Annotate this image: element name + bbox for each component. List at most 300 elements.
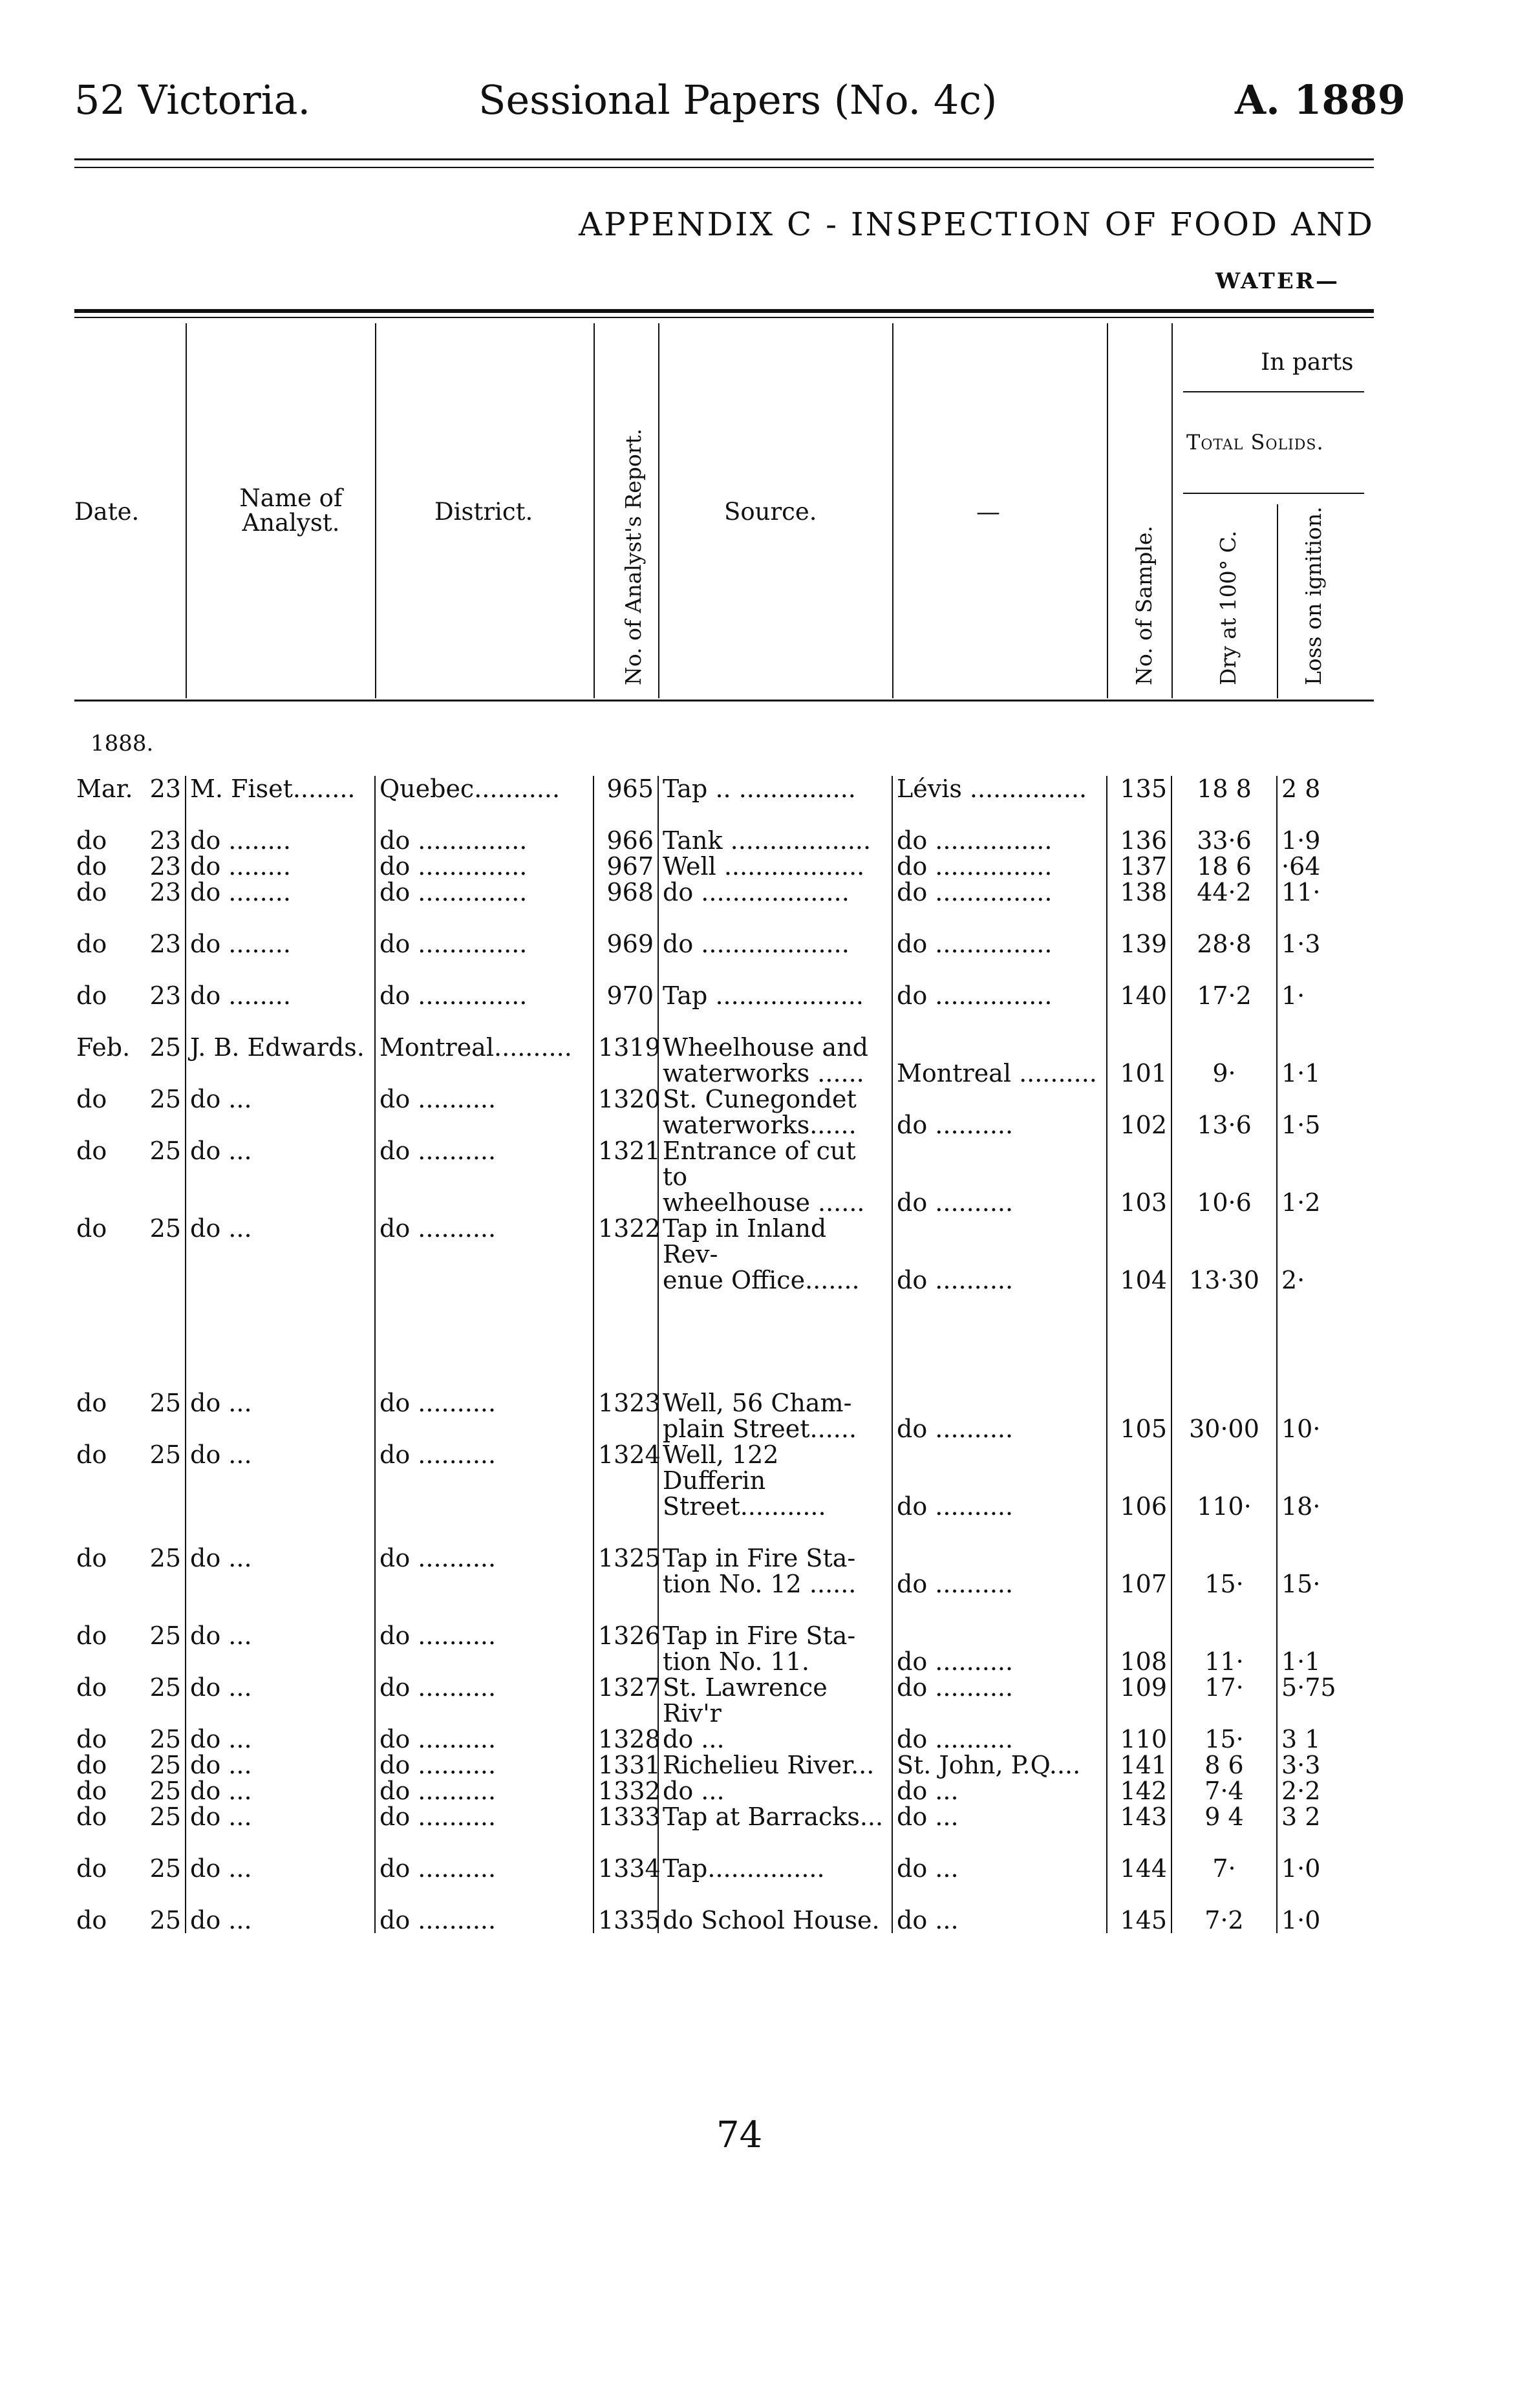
cell-loss: 1·0 xyxy=(1281,1854,1321,1883)
cell-day xyxy=(144,1416,186,1442)
spacer-row xyxy=(72,802,1385,828)
table-row xyxy=(72,1416,1385,1442)
spacer-cell xyxy=(1171,1519,1277,1545)
spacer-cell xyxy=(375,1830,594,1856)
cell-day xyxy=(144,1267,186,1293)
table-row xyxy=(72,983,1385,1009)
table-row xyxy=(72,1215,1385,1267)
cell-loss: 1·0 xyxy=(1281,1906,1321,1934)
header-rule xyxy=(375,323,376,698)
cell-dry xyxy=(1171,1138,1277,1190)
total-solids-rule xyxy=(1183,493,1364,494)
cell-loss: 1·1 xyxy=(1281,1647,1321,1676)
cell-report: 1323 xyxy=(594,1390,658,1416)
cell-dry: 9 4 xyxy=(1171,1804,1277,1830)
cell-loss: 1·2 xyxy=(1281,1188,1321,1217)
cell-day: 23 xyxy=(144,931,186,957)
cell-analyst: do ... xyxy=(186,1442,375,1493)
spacer-cell xyxy=(594,905,658,931)
cell-source: St. Cunegondet xyxy=(658,1086,892,1112)
spacer-cell xyxy=(594,802,658,828)
spacer-cell xyxy=(186,1519,375,1545)
cell-month xyxy=(72,1571,144,1597)
table-row xyxy=(72,853,1385,879)
cell-district: do .......... xyxy=(375,1856,594,1881)
cell-month: Mar. xyxy=(76,775,133,803)
spacer-cell xyxy=(144,905,186,931)
cell-locality: do .......... xyxy=(892,1675,1107,1726)
cell-day: 25 xyxy=(144,1086,186,1112)
cell-analyst xyxy=(186,1267,375,1293)
cell-loss: ·64 xyxy=(1281,852,1321,881)
cell-sample: 101 xyxy=(1107,1060,1171,1086)
spacer-cell xyxy=(1107,1293,1171,1390)
cell-month: do xyxy=(76,1751,107,1779)
cell-report xyxy=(594,1267,658,1293)
cell-analyst: do ........ xyxy=(186,879,375,905)
spacer-row xyxy=(72,905,1385,931)
spacer-cell xyxy=(186,1830,375,1856)
cell-source: Tap ................... xyxy=(658,983,892,1009)
cell-district: do .......... xyxy=(375,1545,594,1571)
cell-locality xyxy=(892,1215,1107,1267)
cell-day: 25 xyxy=(144,1623,186,1649)
cell-month xyxy=(72,1416,144,1442)
col-header-loss: Loss on ignition. xyxy=(1301,506,1326,685)
header-rule xyxy=(1171,323,1173,698)
cell-analyst xyxy=(186,1649,375,1675)
spacer-cell xyxy=(375,905,594,931)
table-row xyxy=(72,1138,1385,1190)
cell-analyst: do ... xyxy=(186,1623,375,1649)
cell-source: plain Street...... xyxy=(658,1416,892,1442)
spacer-row xyxy=(72,1830,1385,1856)
cell-month: do xyxy=(76,1137,107,1165)
cell-source: waterworks...... xyxy=(658,1112,892,1138)
spacer-cell xyxy=(1107,802,1171,828)
spacer-cell xyxy=(72,802,144,828)
cell-locality: do .......... xyxy=(892,1267,1107,1293)
header-rule xyxy=(186,323,187,698)
cell-sample: 110 xyxy=(1107,1726,1171,1752)
cell-day: 23 xyxy=(144,853,186,879)
cell-dry xyxy=(1171,1442,1277,1493)
cell-month xyxy=(72,1493,144,1519)
cell-day: 25 xyxy=(144,1675,186,1726)
cell-report: 965 xyxy=(594,776,658,802)
cell-report xyxy=(594,1190,658,1215)
spacer-cell xyxy=(1107,1519,1171,1545)
cell-report xyxy=(594,1416,658,1442)
cell-source: Tap in Fire Sta- xyxy=(658,1623,892,1649)
cell-locality: do .......... xyxy=(892,1416,1107,1442)
cell-analyst: do ... xyxy=(186,1907,375,1933)
spacer-cell xyxy=(186,1597,375,1623)
spacer-row xyxy=(72,1519,1385,1545)
spacer-cell xyxy=(892,957,1107,983)
cell-sample: 139 xyxy=(1107,931,1171,957)
table-row xyxy=(72,1086,1385,1112)
spacer-cell xyxy=(892,1881,1107,1907)
cell-month: do xyxy=(76,1440,107,1469)
cell-locality: do ... xyxy=(892,1778,1107,1804)
spacer-cell xyxy=(1277,957,1385,983)
cell-district xyxy=(375,1649,594,1675)
cell-locality: do ............... xyxy=(892,879,1107,905)
cell-dry: 44·2 xyxy=(1171,879,1277,905)
cell-district: do .......... xyxy=(375,1623,594,1649)
table-row xyxy=(72,1778,1385,1804)
cell-analyst: do ... xyxy=(186,1138,375,1190)
spacer-cell xyxy=(375,957,594,983)
running-head-center: Sessional Papers (No. 4c) xyxy=(478,76,998,123)
cell-loss: 10· xyxy=(1281,1415,1321,1443)
cell-day: 25 xyxy=(144,1442,186,1493)
table-top-rule xyxy=(74,309,1374,313)
cell-district: do .......... xyxy=(375,1086,594,1112)
cell-month xyxy=(72,1649,144,1675)
cell-loss xyxy=(1277,1390,1385,1416)
cell-sample: 104 xyxy=(1107,1267,1171,1293)
spacer-cell xyxy=(1277,1597,1385,1623)
cell-locality: do .......... xyxy=(892,1190,1107,1215)
cell-day xyxy=(144,1571,186,1597)
cell-report: 1334 xyxy=(594,1856,658,1881)
cell-locality: do ... xyxy=(892,1856,1107,1881)
cell-dry: 17· xyxy=(1171,1675,1277,1726)
cell-dry xyxy=(1171,1545,1277,1571)
cell-source: Well, 56 Cham- xyxy=(658,1390,892,1416)
spacer-cell xyxy=(72,957,144,983)
spacer-cell xyxy=(658,957,892,983)
cell-source: Entrance of cut to xyxy=(658,1138,892,1190)
cell-locality xyxy=(892,1442,1107,1493)
cell-day: 25 xyxy=(144,1215,186,1267)
cell-day: 23 xyxy=(144,776,186,802)
cell-source: Tap............... xyxy=(658,1856,892,1881)
cell-day: 25 xyxy=(144,1138,186,1190)
spacer-cell xyxy=(144,1830,186,1856)
header-rule xyxy=(1107,323,1108,698)
spacer-cell xyxy=(1277,1293,1385,1390)
head-rule-bottom xyxy=(74,167,1374,168)
cell-month: do xyxy=(76,1854,107,1883)
cell-district xyxy=(375,1060,594,1086)
table-row xyxy=(72,1571,1385,1597)
spacer-cell xyxy=(658,905,892,931)
spacer-row xyxy=(72,1293,1385,1390)
cell-source: do School House. xyxy=(658,1907,892,1933)
header-rule xyxy=(1277,504,1278,698)
cell-loss xyxy=(1277,1215,1385,1267)
cell-source: enue Office....... xyxy=(658,1267,892,1293)
cell-source: waterworks ...... xyxy=(658,1060,892,1086)
cell-month: do xyxy=(76,878,107,906)
cell-sample: 102 xyxy=(1107,1112,1171,1138)
cell-district: do .......... xyxy=(375,1752,594,1778)
spacer-cell xyxy=(144,1009,186,1034)
spacer-cell xyxy=(72,1597,144,1623)
spacer-cell xyxy=(1107,1009,1171,1034)
spacer-cell xyxy=(1171,802,1277,828)
table-row xyxy=(72,1442,1385,1493)
table-row xyxy=(72,1060,1385,1086)
col-header-blank: — xyxy=(976,498,1000,526)
cell-dry: 11· xyxy=(1171,1649,1277,1675)
spacer-cell xyxy=(1107,905,1171,931)
cell-day xyxy=(144,1112,186,1138)
col-header-dry: Dry at 100° C. xyxy=(1215,530,1241,685)
spacer-cell xyxy=(144,957,186,983)
cell-district: do .......... xyxy=(375,1778,594,1804)
cell-sample xyxy=(1107,1034,1171,1060)
cell-loss: 5·75 xyxy=(1281,1673,1336,1702)
cell-report: 966 xyxy=(594,828,658,853)
cell-analyst: do ... xyxy=(186,1545,375,1571)
cell-report: 1320 xyxy=(594,1086,658,1112)
cell-source: wheelhouse ...... xyxy=(658,1190,892,1215)
cell-loss: 2·2 xyxy=(1281,1777,1321,1805)
cell-sample: 136 xyxy=(1107,828,1171,853)
col-header-date: Date. xyxy=(74,498,140,526)
cell-report: 1319 xyxy=(594,1034,658,1060)
cell-loss: 18· xyxy=(1281,1492,1321,1521)
cell-report xyxy=(594,1571,658,1597)
header-rule xyxy=(658,323,659,698)
cell-report xyxy=(594,1649,658,1675)
inspection-table xyxy=(72,776,1385,1933)
spacer-cell xyxy=(1107,957,1171,983)
table-row xyxy=(72,1267,1385,1293)
cell-day: 25 xyxy=(144,1726,186,1752)
cell-locality: St. John, P.Q.... xyxy=(892,1752,1107,1778)
cell-loss xyxy=(1277,1086,1385,1112)
spacer-cell xyxy=(375,1293,594,1390)
table-row xyxy=(72,776,1385,802)
cell-source: do ................... xyxy=(658,931,892,957)
cell-dry: 28·8 xyxy=(1171,931,1277,957)
cell-dry: 33·6 xyxy=(1171,828,1277,853)
cell-day: 25 xyxy=(144,1907,186,1933)
spacer-cell xyxy=(186,905,375,931)
continued-heading: WATER— xyxy=(1215,268,1340,294)
cell-district: do .............. xyxy=(375,983,594,1009)
spacer-cell xyxy=(1277,1830,1385,1856)
cell-locality: do ............... xyxy=(892,853,1107,879)
cell-sample xyxy=(1107,1442,1171,1493)
cell-district xyxy=(375,1571,594,1597)
cell-report: 1327 xyxy=(594,1675,658,1726)
cell-district: Quebec........... xyxy=(375,776,594,802)
spacer-cell xyxy=(72,1881,144,1907)
spacer-cell xyxy=(1277,802,1385,828)
cell-report xyxy=(594,1112,658,1138)
cell-loss: 1·9 xyxy=(1281,826,1321,855)
cell-dry: 9· xyxy=(1171,1060,1277,1086)
col-header-sample: No. of Sample. xyxy=(1131,526,1157,685)
cell-locality xyxy=(892,1545,1107,1571)
spacer-cell xyxy=(594,1009,658,1034)
cell-loss: 3 1 xyxy=(1281,1725,1321,1753)
cell-district xyxy=(375,1493,594,1519)
spacer-row xyxy=(72,1597,1385,1623)
spacer-cell xyxy=(892,802,1107,828)
cell-locality: do .......... xyxy=(892,1493,1107,1519)
cell-locality: Montreal .......... xyxy=(892,1060,1107,1086)
cell-dry xyxy=(1171,1623,1277,1649)
cell-locality: do .......... xyxy=(892,1726,1107,1752)
cell-locality: do ............... xyxy=(892,931,1107,957)
cell-district: do .............. xyxy=(375,931,594,957)
cell-analyst: do ... xyxy=(186,1675,375,1726)
cell-loss: 3 2 xyxy=(1281,1803,1321,1831)
cell-source: do ................... xyxy=(658,879,892,905)
spacer-cell xyxy=(1171,1597,1277,1623)
spacer-cell xyxy=(1171,1881,1277,1907)
spacer-cell xyxy=(72,1830,144,1856)
cell-loss xyxy=(1277,1623,1385,1649)
cell-source: Tap in Fire Sta- xyxy=(658,1545,892,1571)
table-row xyxy=(72,1623,1385,1649)
spacer-cell xyxy=(892,1519,1107,1545)
cell-month: do xyxy=(76,1673,107,1702)
cell-loss: 1· xyxy=(1281,981,1305,1010)
cell-report: 1335 xyxy=(594,1907,658,1933)
cell-dry: 7· xyxy=(1171,1856,1277,1881)
cell-locality xyxy=(892,1138,1107,1190)
cell-district: do .......... xyxy=(375,1390,594,1416)
spacer-row xyxy=(72,1881,1385,1907)
cell-source: tion No. 12 ...... xyxy=(658,1571,892,1597)
cell-loss xyxy=(1277,1138,1385,1190)
cell-loss: 1·1 xyxy=(1281,1059,1321,1087)
cell-locality: do ... xyxy=(892,1907,1107,1933)
cell-locality: do ............... xyxy=(892,983,1107,1009)
spacer-cell xyxy=(594,1293,658,1390)
spacer-cell xyxy=(375,1009,594,1034)
cell-district: do .............. xyxy=(375,879,594,905)
cell-district xyxy=(375,1112,594,1138)
cell-sample: 142 xyxy=(1107,1778,1171,1804)
year-label: 1888. xyxy=(91,731,154,756)
cell-locality: do .......... xyxy=(892,1571,1107,1597)
spacer-cell xyxy=(658,1519,892,1545)
table-row xyxy=(72,1190,1385,1215)
cell-report: 1324 xyxy=(594,1442,658,1493)
spacer-cell xyxy=(144,1597,186,1623)
appendix-title: APPENDIX C - INSPECTION OF FOOD AND xyxy=(579,206,1374,243)
cell-report: 1333 xyxy=(594,1804,658,1830)
cell-locality xyxy=(892,1034,1107,1060)
cell-district: do .......... xyxy=(375,1726,594,1752)
spacer-cell xyxy=(144,1293,186,1390)
cell-loss: 11· xyxy=(1281,878,1321,906)
cell-district xyxy=(375,1416,594,1442)
cell-source: Wheelhouse and xyxy=(658,1034,892,1060)
spacer-cell xyxy=(892,1597,1107,1623)
cell-report: 1321 xyxy=(594,1138,658,1190)
cell-day: 23 xyxy=(144,983,186,1009)
cell-day xyxy=(144,1060,186,1086)
cell-analyst: do ........ xyxy=(186,983,375,1009)
spacer-cell xyxy=(72,905,144,931)
cell-month: do xyxy=(76,981,107,1010)
spacer-cell xyxy=(72,1519,144,1545)
cell-day: 25 xyxy=(144,1856,186,1881)
cell-sample: 138 xyxy=(1107,879,1171,905)
cell-month xyxy=(72,1267,144,1293)
cell-sample: 109 xyxy=(1107,1675,1171,1726)
cell-day xyxy=(144,1493,186,1519)
spacer-cell xyxy=(658,1881,892,1907)
head-rule-top xyxy=(74,158,1374,160)
cell-source: St. Lawrence Riv'r xyxy=(658,1675,892,1726)
spacer-cell xyxy=(594,1519,658,1545)
cell-loss xyxy=(1277,1442,1385,1493)
cell-analyst: M. Fiset........ xyxy=(186,776,375,802)
col-header-analyst: Name of Analyst. xyxy=(239,484,343,537)
cell-month: do xyxy=(76,1622,107,1650)
table-row xyxy=(72,1493,1385,1519)
cell-day: 23 xyxy=(144,879,186,905)
spacer-cell xyxy=(1171,1830,1277,1856)
cell-day: 23 xyxy=(144,828,186,853)
cell-analyst: do ... xyxy=(186,1215,375,1267)
spacer-cell xyxy=(186,1293,375,1390)
spacer-cell xyxy=(1171,905,1277,931)
header-bottom-rule xyxy=(74,700,1374,701)
cell-district: do .............. xyxy=(375,853,594,879)
cell-sample: 103 xyxy=(1107,1190,1171,1215)
table-row xyxy=(72,1675,1385,1726)
header-rule xyxy=(892,323,893,698)
spacer-row xyxy=(72,957,1385,983)
cell-month: do xyxy=(76,1085,107,1113)
cell-sample xyxy=(1107,1215,1171,1267)
running-head-left: 52 Victoria. xyxy=(74,76,311,123)
col-header-district: District. xyxy=(434,498,533,526)
cell-loss xyxy=(1277,1034,1385,1060)
cell-source: Tank .................. xyxy=(658,828,892,853)
cell-locality xyxy=(892,1623,1107,1649)
spacer-cell xyxy=(144,802,186,828)
cell-district: do .......... xyxy=(375,1442,594,1493)
cell-report: 1328 xyxy=(594,1726,658,1752)
table-row xyxy=(72,1856,1385,1881)
cell-sample: 105 xyxy=(1107,1416,1171,1442)
cell-analyst: do ........ xyxy=(186,931,375,957)
cell-report xyxy=(594,1493,658,1519)
cell-analyst: do ... xyxy=(186,1726,375,1752)
cell-sample xyxy=(1107,1545,1171,1571)
spacer-cell xyxy=(186,1009,375,1034)
spacer-cell xyxy=(1171,1293,1277,1390)
cell-analyst xyxy=(186,1416,375,1442)
cell-dry: 18 8 xyxy=(1171,776,1277,802)
cell-month: do xyxy=(76,1214,107,1243)
cell-source: Tap .. ............... xyxy=(658,776,892,802)
cell-loss: 2· xyxy=(1281,1266,1305,1294)
spacer-cell xyxy=(1171,1009,1277,1034)
cell-month: do xyxy=(76,1906,107,1934)
spacer-cell xyxy=(375,1597,594,1623)
cell-sample xyxy=(1107,1086,1171,1112)
spacer-cell xyxy=(658,802,892,828)
cell-dry xyxy=(1171,1034,1277,1060)
cell-analyst xyxy=(186,1190,375,1215)
cell-locality: do .......... xyxy=(892,1112,1107,1138)
spacer-cell xyxy=(658,1293,892,1390)
